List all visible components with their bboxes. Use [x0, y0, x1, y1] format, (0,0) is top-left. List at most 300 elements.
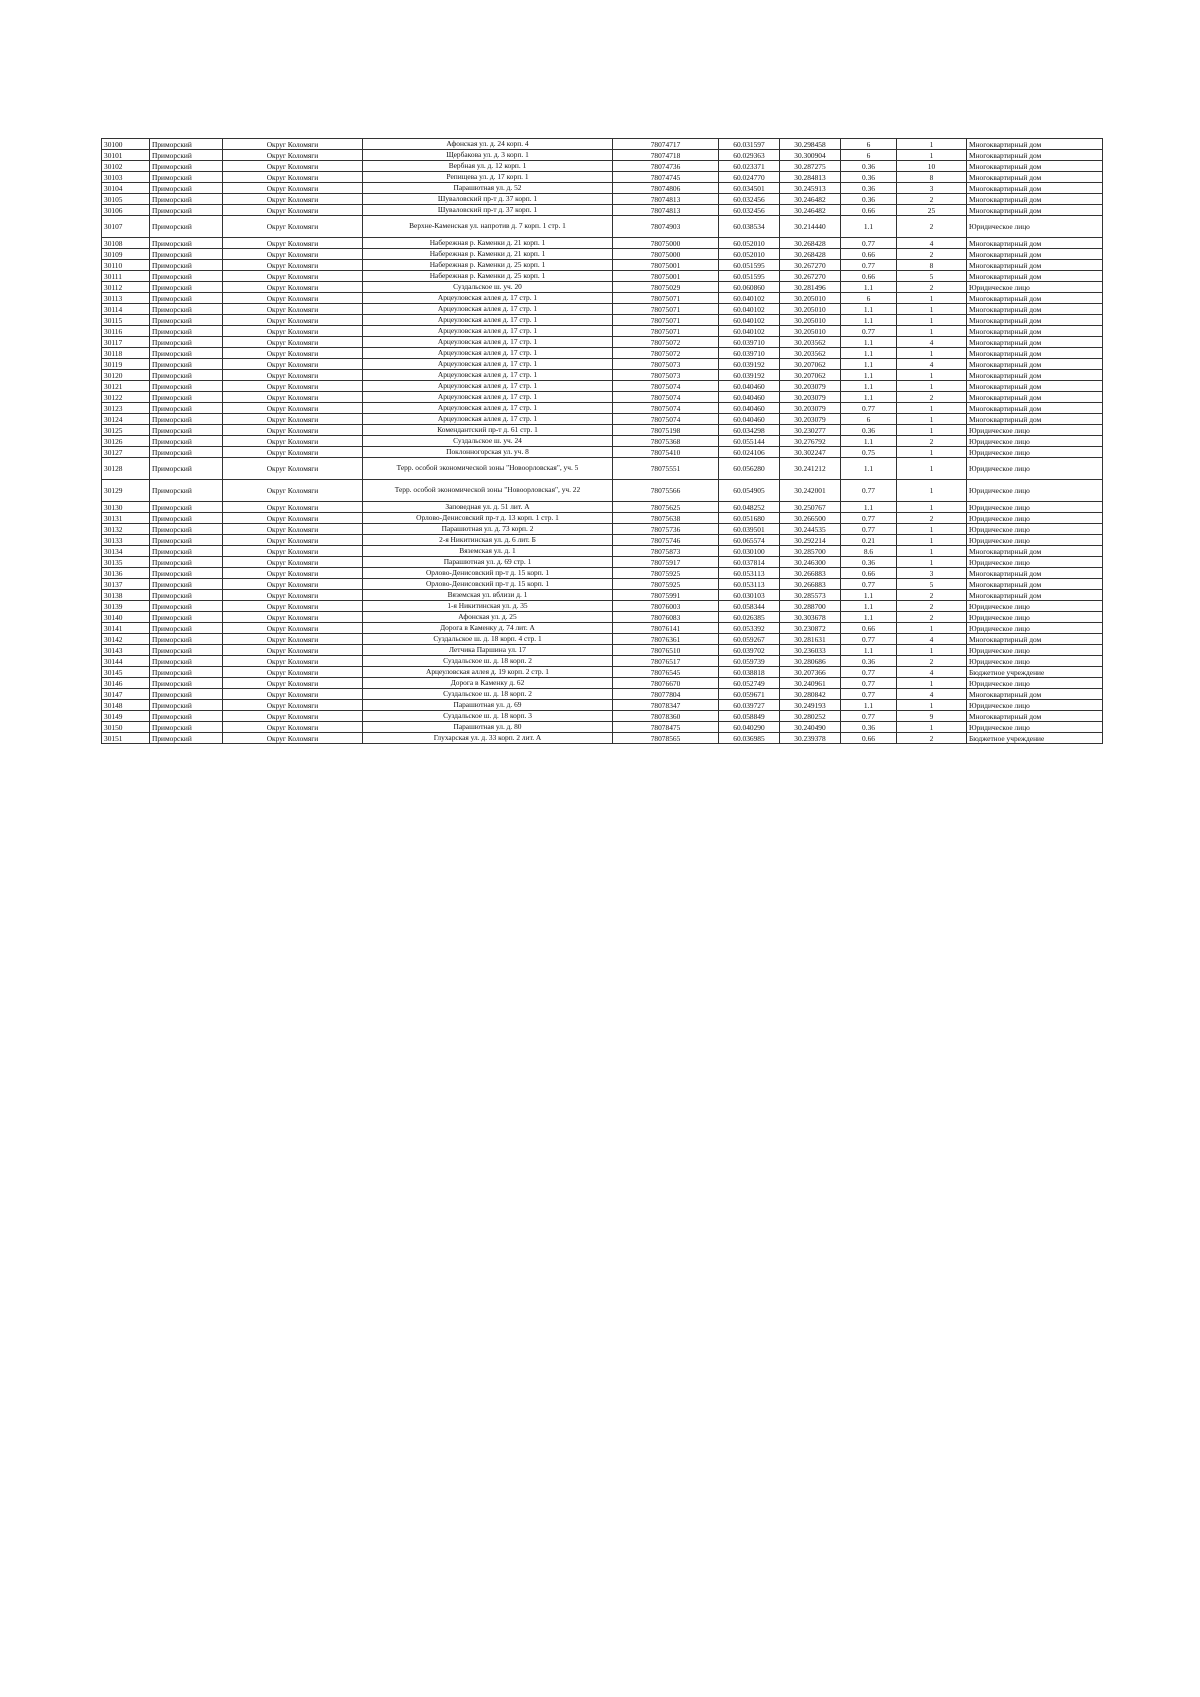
container-volume-cell: 1.1 — [841, 282, 897, 293]
container-count-cell: 1 — [897, 535, 967, 546]
municipal-okrug-cell: Округ Коломяги — [223, 304, 363, 315]
municipal-okrug-cell: Округ Коломяги — [223, 172, 363, 183]
latitude-cell: 60.040102 — [719, 315, 780, 326]
object-code-cell: 78075071 — [613, 304, 719, 315]
district-cell: Приморский — [150, 700, 223, 711]
district-cell: Приморский — [150, 634, 223, 645]
object-code-cell: 78078360 — [613, 711, 719, 722]
longitude-cell: 30.203079 — [780, 392, 841, 403]
container-volume-cell: 0.77 — [841, 678, 897, 689]
municipal-okrug-cell: Округ Коломяги — [223, 656, 363, 667]
latitude-cell: 60.040102 — [719, 293, 780, 304]
container-count-cell: 1 — [897, 700, 967, 711]
table-row — [102, 634, 1103, 645]
object-code-cell: 78075368 — [613, 436, 719, 447]
latitude-cell: 60.051595 — [719, 271, 780, 282]
table-row — [102, 678, 1103, 689]
owner-type-cell: Многоквартирный дом — [967, 579, 1103, 590]
owner-type-cell: Многоквартирный дом — [967, 183, 1103, 194]
container-count-cell: 2 — [897, 733, 967, 744]
container-volume-cell: 6 — [841, 293, 897, 304]
container-volume-cell: 0.36 — [841, 722, 897, 733]
latitude-cell: 60.051680 — [719, 513, 780, 524]
container-volume-cell: 1.1 — [841, 348, 897, 359]
object-code-cell: 78075917 — [613, 557, 719, 568]
district-cell: Приморский — [150, 348, 223, 359]
address-cell: Арцеуловская аллея д. 17 стр. 1 — [363, 315, 613, 326]
longitude-cell: 30.242001 — [780, 480, 841, 502]
container-volume-cell: 0.66 — [841, 205, 897, 216]
longitude-cell: 30.285700 — [780, 546, 841, 557]
district-cell: Приморский — [150, 381, 223, 392]
object-code-cell: 78075566 — [613, 480, 719, 502]
table-row — [102, 260, 1103, 271]
container-volume-cell: 0.66 — [841, 733, 897, 744]
owner-type-cell: Многоквартирный дом — [967, 150, 1103, 161]
longitude-cell: 30.214440 — [780, 216, 841, 238]
table-row — [102, 315, 1103, 326]
district-cell: Приморский — [150, 337, 223, 348]
owner-type-cell: Многоквартирный дом — [967, 348, 1103, 359]
municipal-okrug-cell: Округ Коломяги — [223, 370, 363, 381]
row-id-cell: 30133 — [102, 535, 150, 546]
latitude-cell: 60.059671 — [719, 689, 780, 700]
object-code-cell: 78074717 — [613, 139, 719, 150]
latitude-cell: 60.039192 — [719, 370, 780, 381]
municipal-okrug-cell: Округ Коломяги — [223, 282, 363, 293]
container-count-cell: 2 — [897, 194, 967, 205]
address-cell: Афонская ул. д. 24 корп. 4 — [363, 139, 613, 150]
row-id-cell: 30113 — [102, 293, 150, 304]
table-row — [102, 645, 1103, 656]
object-code-cell: 78075625 — [613, 502, 719, 513]
district-cell: Приморский — [150, 689, 223, 700]
longitude-cell: 30.268428 — [780, 238, 841, 249]
object-code-cell: 78075073 — [613, 359, 719, 370]
longitude-cell: 30.300904 — [780, 150, 841, 161]
container-volume-cell: 0.36 — [841, 194, 897, 205]
object-code-cell: 78075925 — [613, 568, 719, 579]
address-cell: Щербакова ул. д. 3 корп. 1 — [363, 150, 613, 161]
latitude-cell: 60.040460 — [719, 403, 780, 414]
table-row — [102, 546, 1103, 557]
table-row — [102, 590, 1103, 601]
latitude-cell: 60.052010 — [719, 249, 780, 260]
container-count-cell: 2 — [897, 249, 967, 260]
address-cell: Арцеуловская аллея д. 17 стр. 1 — [363, 392, 613, 403]
object-code-cell: 78076545 — [613, 667, 719, 678]
address-cell: Парашютная ул. д. 69 стр. 1 — [363, 557, 613, 568]
latitude-cell: 60.039710 — [719, 337, 780, 348]
row-id-cell: 30114 — [102, 304, 150, 315]
object-code-cell: 78075736 — [613, 524, 719, 535]
district-cell: Приморский — [150, 414, 223, 425]
district-cell: Приморский — [150, 161, 223, 172]
latitude-cell: 60.038534 — [719, 216, 780, 238]
object-code-cell: 78074806 — [613, 183, 719, 194]
latitude-cell: 60.058849 — [719, 711, 780, 722]
owner-type-cell: Многоквартирный дом — [967, 249, 1103, 260]
municipal-okrug-cell: Округ Коломяги — [223, 634, 363, 645]
municipal-okrug-cell: Округ Коломяги — [223, 216, 363, 238]
owner-type-cell: Многоквартирный дом — [967, 392, 1103, 403]
district-cell: Приморский — [150, 238, 223, 249]
container-count-cell: 2 — [897, 590, 967, 601]
table-row — [102, 502, 1103, 513]
container-count-cell: 2 — [897, 513, 967, 524]
container-count-cell: 4 — [897, 238, 967, 249]
row-id-cell: 30143 — [102, 645, 150, 656]
owner-type-cell: Многоквартирный дом — [967, 370, 1103, 381]
district-cell: Приморский — [150, 612, 223, 623]
latitude-cell: 60.030103 — [719, 590, 780, 601]
longitude-cell: 30.266883 — [780, 579, 841, 590]
address-cell: Арцеуловская аллея д. 17 стр. 1 — [363, 359, 613, 370]
container-count-cell: 3 — [897, 183, 967, 194]
container-count-cell: 4 — [897, 667, 967, 678]
address-cell: Арцеуловская аллея д. 17 стр. 1 — [363, 293, 613, 304]
table-row — [102, 216, 1103, 238]
object-code-cell: 78075074 — [613, 414, 719, 425]
municipal-okrug-cell: Округ Коломяги — [223, 315, 363, 326]
latitude-cell: 60.040460 — [719, 381, 780, 392]
owner-type-cell: Юридическое лицо — [967, 447, 1103, 458]
row-id-cell: 30139 — [102, 601, 150, 612]
owner-type-cell: Юридическое лицо — [967, 678, 1103, 689]
owner-type-cell: Юридическое лицо — [967, 436, 1103, 447]
district-cell: Приморский — [150, 590, 223, 601]
container-volume-cell: 8.6 — [841, 546, 897, 557]
container-count-cell: 1 — [897, 447, 967, 458]
owner-type-cell: Многоквартирный дом — [967, 194, 1103, 205]
address-cell: Орлово-Денисовский пр-т д. 15 корп. 1 — [363, 579, 613, 590]
container-count-cell: 4 — [897, 689, 967, 700]
municipal-okrug-cell: Округ Коломяги — [223, 612, 363, 623]
container-volume-cell: 6 — [841, 139, 897, 150]
district-cell: Приморский — [150, 172, 223, 183]
address-cell: Суздальское ш. д. 18 корп. 2 — [363, 656, 613, 667]
district-cell: Приморский — [150, 249, 223, 260]
address-cell: Суздальское ш. уч. 24 — [363, 436, 613, 447]
row-id-cell: 30101 — [102, 150, 150, 161]
container-volume-cell: 0.77 — [841, 689, 897, 700]
address-cell: Репищева ул. д. 17 корп. 1 — [363, 172, 613, 183]
longitude-cell: 30.230872 — [780, 623, 841, 634]
row-id-cell: 30146 — [102, 678, 150, 689]
object-code-cell: 78075873 — [613, 546, 719, 557]
latitude-cell: 60.040460 — [719, 414, 780, 425]
row-id-cell: 30140 — [102, 612, 150, 623]
address-cell: Арцеуловская аллея д. 19 корп. 2 стр. 1 — [363, 667, 613, 678]
container-count-cell: 1 — [897, 150, 967, 161]
owner-type-cell: Юридическое лицо — [967, 722, 1103, 733]
container-count-cell: 1 — [897, 557, 967, 568]
table-row — [102, 150, 1103, 161]
container-volume-cell: 1.1 — [841, 304, 897, 315]
longitude-cell: 30.246482 — [780, 205, 841, 216]
longitude-cell: 30.240490 — [780, 722, 841, 733]
district-cell: Приморский — [150, 733, 223, 744]
container-volume-cell: 0.77 — [841, 238, 897, 249]
municipal-okrug-cell: Округ Коломяги — [223, 480, 363, 502]
district-cell: Приморский — [150, 601, 223, 612]
object-code-cell: 78076510 — [613, 645, 719, 656]
longitude-cell: 30.280686 — [780, 656, 841, 667]
longitude-cell: 30.266883 — [780, 568, 841, 579]
object-code-cell: 78074813 — [613, 205, 719, 216]
longitude-cell: 30.281631 — [780, 634, 841, 645]
address-cell: Суздальское ш. д. 18 корп. 3 — [363, 711, 613, 722]
owner-type-cell: Юридическое лицо — [967, 645, 1103, 656]
table-row — [102, 359, 1103, 370]
district-cell: Приморский — [150, 568, 223, 579]
object-code-cell: 78074718 — [613, 150, 719, 161]
municipal-okrug-cell: Округ Коломяги — [223, 414, 363, 425]
object-code-cell: 78075029 — [613, 282, 719, 293]
owner-type-cell: Многоквартирный дом — [967, 293, 1103, 304]
district-cell: Приморский — [150, 722, 223, 733]
latitude-cell: 60.055144 — [719, 436, 780, 447]
address-cell: Арцеуловская аллея д. 17 стр. 1 — [363, 414, 613, 425]
container-volume-cell: 0.77 — [841, 480, 897, 502]
district-cell: Приморский — [150, 150, 223, 161]
longitude-cell: 30.207366 — [780, 667, 841, 678]
row-id-cell: 30107 — [102, 216, 150, 238]
table-row — [102, 348, 1103, 359]
container-volume-cell: 1.1 — [841, 359, 897, 370]
container-volume-cell: 1.1 — [841, 700, 897, 711]
district-cell: Приморский — [150, 260, 223, 271]
object-code-cell: 78075746 — [613, 535, 719, 546]
table-row — [102, 733, 1103, 744]
container-volume-cell: 0.36 — [841, 183, 897, 194]
district-cell: Приморский — [150, 271, 223, 282]
table-row — [102, 161, 1103, 172]
district-cell: Приморский — [150, 557, 223, 568]
container-count-cell: 1 — [897, 524, 967, 535]
longitude-cell: 30.267270 — [780, 260, 841, 271]
latitude-cell: 60.059739 — [719, 656, 780, 667]
district-cell: Приморский — [150, 194, 223, 205]
longitude-cell: 30.245913 — [780, 183, 841, 194]
container-volume-cell: 1.1 — [841, 370, 897, 381]
container-count-cell: 4 — [897, 634, 967, 645]
table-row — [102, 480, 1103, 502]
address-cell: Терр. особой экономической зоны "Новоорловская", уч. 22 — [363, 480, 613, 502]
object-code-cell: 78075551 — [613, 458, 719, 480]
container-volume-cell: 0.21 — [841, 535, 897, 546]
object-code-cell: 78076083 — [613, 612, 719, 623]
municipal-okrug-cell: Округ Коломяги — [223, 326, 363, 337]
latitude-cell: 60.039702 — [719, 645, 780, 656]
longitude-cell: 30.241212 — [780, 458, 841, 480]
municipal-okrug-cell: Округ Коломяги — [223, 546, 363, 557]
row-id-cell: 30105 — [102, 194, 150, 205]
district-cell: Приморский — [150, 480, 223, 502]
longitude-cell: 30.266500 — [780, 513, 841, 524]
municipal-okrug-cell: Округ Коломяги — [223, 513, 363, 524]
row-id-cell: 30121 — [102, 381, 150, 392]
longitude-cell: 30.230277 — [780, 425, 841, 436]
container-count-cell: 1 — [897, 293, 967, 304]
municipal-okrug-cell: Округ Коломяги — [223, 678, 363, 689]
address-cell: Глухарская ул. д. 33 корп. 2 лит. А — [363, 733, 613, 744]
longitude-cell: 30.203562 — [780, 337, 841, 348]
container-volume-cell: 1.1 — [841, 601, 897, 612]
address-cell: Парашютная ул. д. 69 — [363, 700, 613, 711]
longitude-cell: 30.276792 — [780, 436, 841, 447]
row-id-cell: 30127 — [102, 447, 150, 458]
latitude-cell: 60.039710 — [719, 348, 780, 359]
municipal-okrug-cell: Округ Коломяги — [223, 733, 363, 744]
owner-type-cell: Юридическое лицо — [967, 480, 1103, 502]
municipal-okrug-cell: Округ Коломяги — [223, 194, 363, 205]
table-row — [102, 700, 1103, 711]
latitude-cell: 60.030100 — [719, 546, 780, 557]
object-code-cell: 78075072 — [613, 337, 719, 348]
latitude-cell: 60.038818 — [719, 667, 780, 678]
container-count-cell: 8 — [897, 172, 967, 183]
object-code-cell: 78075410 — [613, 447, 719, 458]
longitude-cell: 30.205010 — [780, 326, 841, 337]
address-cell: Вербная ул. д. 12 корп. 1 — [363, 161, 613, 172]
container-count-cell: 1 — [897, 425, 967, 436]
container-volume-cell: 1.1 — [841, 436, 897, 447]
district-cell: Приморский — [150, 216, 223, 238]
container-count-cell: 1 — [897, 480, 967, 502]
municipal-okrug-cell: Округ Коломяги — [223, 722, 363, 733]
municipal-okrug-cell: Округ Коломяги — [223, 205, 363, 216]
latitude-cell: 60.039727 — [719, 700, 780, 711]
owner-type-cell: Многоквартирный дом — [967, 689, 1103, 700]
container-volume-cell: 1.1 — [841, 392, 897, 403]
container-count-cell: 5 — [897, 579, 967, 590]
container-count-cell: 1 — [897, 403, 967, 414]
table-row — [102, 623, 1103, 634]
municipal-okrug-cell: Округ Коломяги — [223, 689, 363, 700]
longitude-cell: 30.288700 — [780, 601, 841, 612]
table-row — [102, 139, 1103, 150]
object-code-cell: 78075073 — [613, 370, 719, 381]
latitude-cell: 60.024770 — [719, 172, 780, 183]
municipal-okrug-cell: Округ Коломяги — [223, 271, 363, 282]
district-cell: Приморский — [150, 392, 223, 403]
table-row — [102, 304, 1103, 315]
container-volume-cell: 0.66 — [841, 568, 897, 579]
address-cell: Суздальское ш. д. 18 корп. 2 — [363, 689, 613, 700]
longitude-cell: 30.246300 — [780, 557, 841, 568]
owner-type-cell: Юридическое лицо — [967, 513, 1103, 524]
container-count-cell: 4 — [897, 359, 967, 370]
object-code-cell: 78075071 — [613, 315, 719, 326]
row-id-cell: 30137 — [102, 579, 150, 590]
container-volume-cell: 0.77 — [841, 711, 897, 722]
municipal-okrug-cell: Округ Коломяги — [223, 238, 363, 249]
object-code-cell: 78078347 — [613, 700, 719, 711]
owner-type-cell: Многоквартирный дом — [967, 590, 1103, 601]
row-id-cell: 30138 — [102, 590, 150, 601]
latitude-cell: 60.056280 — [719, 458, 780, 480]
longitude-cell: 30.207062 — [780, 370, 841, 381]
longitude-cell: 30.292214 — [780, 535, 841, 546]
latitude-cell: 60.039501 — [719, 524, 780, 535]
object-code-cell: 78075991 — [613, 590, 719, 601]
container-count-cell: 1 — [897, 678, 967, 689]
address-cell: Верхне-Каменская ул. напротив д. 7 корп. 1 стр. 1 — [363, 216, 613, 238]
longitude-cell: 30.298458 — [780, 139, 841, 150]
table-row — [102, 689, 1103, 700]
container-count-cell: 1 — [897, 315, 967, 326]
municipal-okrug-cell: Округ Коломяги — [223, 502, 363, 513]
table-row — [102, 282, 1103, 293]
address-cell: Арцеуловская аллея д. 17 стр. 1 — [363, 304, 613, 315]
container-count-cell: 1 — [897, 304, 967, 315]
container-volume-cell: 0.77 — [841, 579, 897, 590]
container-volume-cell: 0.77 — [841, 513, 897, 524]
municipal-okrug-cell: Округ Коломяги — [223, 425, 363, 436]
municipal-okrug-cell: Округ Коломяги — [223, 601, 363, 612]
table-row — [102, 425, 1103, 436]
object-code-cell: 78075925 — [613, 579, 719, 590]
object-code-cell: 78075000 — [613, 238, 719, 249]
address-cell: Парашютная ул. д. 73 корп. 2 — [363, 524, 613, 535]
latitude-cell: 60.039192 — [719, 359, 780, 370]
owner-type-cell: Многоквартирный дом — [967, 414, 1103, 425]
table-row — [102, 458, 1103, 480]
longitude-cell: 30.280842 — [780, 689, 841, 700]
longitude-cell: 30.236033 — [780, 645, 841, 656]
container-count-cell: 1 — [897, 623, 967, 634]
owner-type-cell: Многоквартирный дом — [967, 326, 1103, 337]
municipal-okrug-cell: Округ Коломяги — [223, 150, 363, 161]
district-cell: Приморский — [150, 645, 223, 656]
address-cell: Суздальское ш. уч. 20 — [363, 282, 613, 293]
container-count-cell: 4 — [897, 337, 967, 348]
district-cell: Приморский — [150, 458, 223, 480]
address-cell: Арцеуловская аллея д. 17 стр. 1 — [363, 370, 613, 381]
row-id-cell: 30126 — [102, 436, 150, 447]
container-volume-cell: 0.77 — [841, 260, 897, 271]
owner-type-cell: Многоквартирный дом — [967, 337, 1103, 348]
owner-type-cell: Юридическое лицо — [967, 458, 1103, 480]
row-id-cell: 30100 — [102, 139, 150, 150]
municipal-okrug-cell: Округ Коломяги — [223, 161, 363, 172]
row-id-cell: 30134 — [102, 546, 150, 557]
row-id-cell: 30112 — [102, 282, 150, 293]
address-cell: Парашютная ул. д. 52 — [363, 183, 613, 194]
owner-type-cell: Многоквартирный дом — [967, 271, 1103, 282]
container-volume-cell: 0.36 — [841, 425, 897, 436]
container-volume-cell: 1.1 — [841, 381, 897, 392]
district-cell: Приморский — [150, 403, 223, 414]
container-count-cell: 1 — [897, 645, 967, 656]
address-cell: Набережная р. Каменки д. 25 корп. 1 — [363, 271, 613, 282]
latitude-cell: 60.031597 — [719, 139, 780, 150]
longitude-cell: 30.250767 — [780, 502, 841, 513]
district-cell: Приморский — [150, 579, 223, 590]
address-cell: Орлово-Денисовский пр-т д. 15 корп. 1 — [363, 568, 613, 579]
district-cell: Приморский — [150, 711, 223, 722]
container-count-cell: 1 — [897, 414, 967, 425]
row-id-cell: 30148 — [102, 700, 150, 711]
container-volume-cell: 0.77 — [841, 326, 897, 337]
table-row — [102, 271, 1103, 282]
owner-type-cell: Многоквартирный дом — [967, 634, 1103, 645]
district-cell: Приморский — [150, 293, 223, 304]
row-id-cell: 30110 — [102, 260, 150, 271]
latitude-cell: 60.052749 — [719, 678, 780, 689]
municipal-okrug-cell: Округ Коломяги — [223, 590, 363, 601]
